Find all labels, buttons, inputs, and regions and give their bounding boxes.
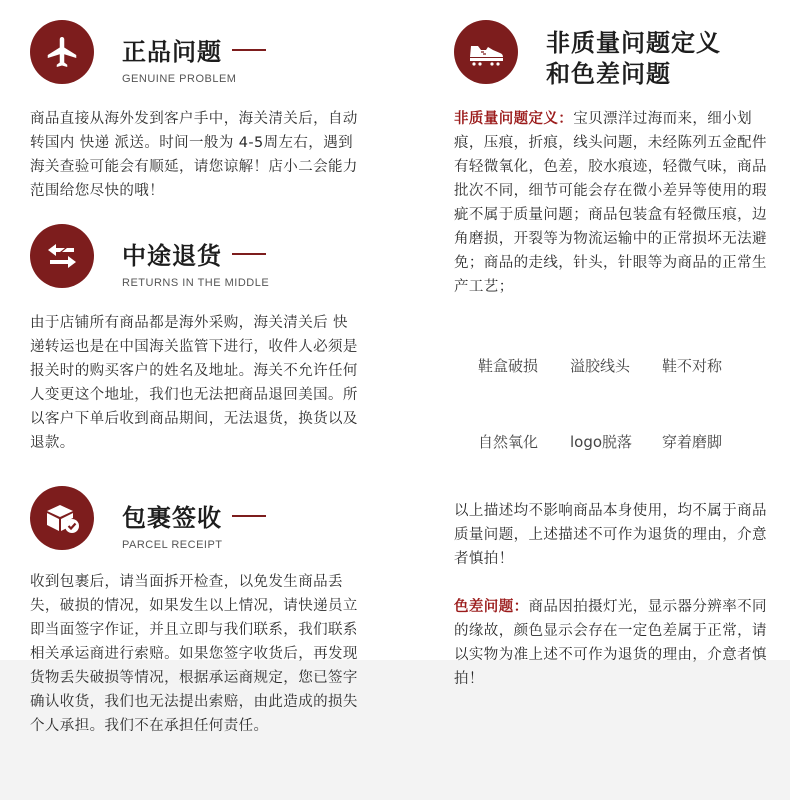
- nonquality-definition: [454, 107, 778, 299]
- nonquality-definition-text: 宝贝漂洋过海而来，细小划痕，压痕，折痕，线头问题，未经陈列五金配件有轻微氧化，色差，胶水痕迹，轻微气味，商品批次不同，细节可能会存在微小差异等使用的瑕疵不属于质量问题；商品包装盒有轻微压痕，边角磨损，开裂等为物流运输中的正常损坏无法避免；商品的走线，针头，针眼等为商品的正常生产工艺；: [454, 111, 767, 295]
- nonquality-note: 以上描述均不影响商品本身使用，均不属于商品质量问题，上述描述不可作为退货的理由，介意者慎拍！: [454, 503, 767, 567]
- airplane-icon: [30, 20, 94, 84]
- section-returns-title: 中途退货: [122, 242, 222, 270]
- title-accent-line: [232, 253, 266, 255]
- section-genuine-title: 正品问题: [122, 38, 222, 66]
- section-genuine-body: 商品直接从海外发到客户手中，海关清关后，自动转国内 快递 派送。时间一般为 4-5周左右，遇到海关查验可能会有顺延，请您谅解！店小二会能力范围给您尽快的哦！: [30, 111, 358, 199]
- section-nonquality-title-line2: 和色差问题: [546, 60, 671, 88]
- section-nonquality-title-line1: 非质量问题定义: [546, 29, 721, 57]
- nonquality-definition-label: 非质量问题定义：: [454, 111, 574, 127]
- package-check-icon: [30, 486, 94, 550]
- tag-item: logo脱落: [570, 433, 633, 451]
- section-genuine-subtitle: GENUINE PROBLEM: [122, 73, 237, 85]
- section-genuine-header: [30, 20, 266, 85]
- section-parcel-header: [30, 486, 266, 551]
- defect-tags-row-2: [478, 431, 754, 452]
- exchange-arrows-icon: [30, 224, 94, 288]
- section-parcel-title: 包裹签收: [122, 504, 222, 532]
- sneaker-icon: [454, 20, 518, 84]
- color-difference-text: 商品因拍摄灯光，显示器分辨率不同的缘故，颜色显示会存在一定色差属于正常，请以实物为准上述不可作为退货的理由，介意者慎拍！: [454, 599, 767, 687]
- tag-item: 鞋盒破损: [478, 357, 539, 375]
- color-difference: [454, 595, 778, 691]
- section-returns-body: 由于店铺所有商品都是海外采购，海关清关后 快递转运也是在中国海关监管下进行，收件人必须是报关时的购买客户的姓名及地址。海关不允许任何人变更这个地址，我们也无法把商品退回美国。所以客户下单后收到商品期间，无法退货，换货以及退款。: [30, 315, 358, 451]
- section-returns-header: [30, 224, 269, 289]
- defect-tags-row-1: [478, 355, 754, 376]
- title-accent-line: [232, 515, 266, 517]
- section-nonquality-header: [454, 20, 721, 90]
- title-accent-line: [232, 49, 266, 51]
- section-returns-subtitle: RETURNS IN THE MIDDLE: [122, 277, 270, 289]
- tag-item: 自然氧化: [478, 433, 539, 451]
- section-parcel-subtitle: PARCEL RECEIPT: [122, 539, 223, 551]
- color-difference-label: 色差问题：: [454, 599, 529, 615]
- tag-item: 鞋不对称: [662, 357, 723, 375]
- tag-item: 穿着磨脚: [662, 433, 723, 451]
- section-parcel-body: 收到包裹后，请当面拆开检查，以免发生商品丢失，破损的情况，如果发生以上情况，请快递员立即当面签字作证，并且立即与我们联系，我们联系相关承运商进行索赔。如果您签字收货后，再发现货物丢失破损等情况，根据承运商规定，您已签字确认收货，我们也无法提出索赔，由此造成的损失个人承担。我们不在承担任何责任。: [30, 574, 358, 734]
- tag-item: 溢胶线头: [570, 357, 631, 375]
